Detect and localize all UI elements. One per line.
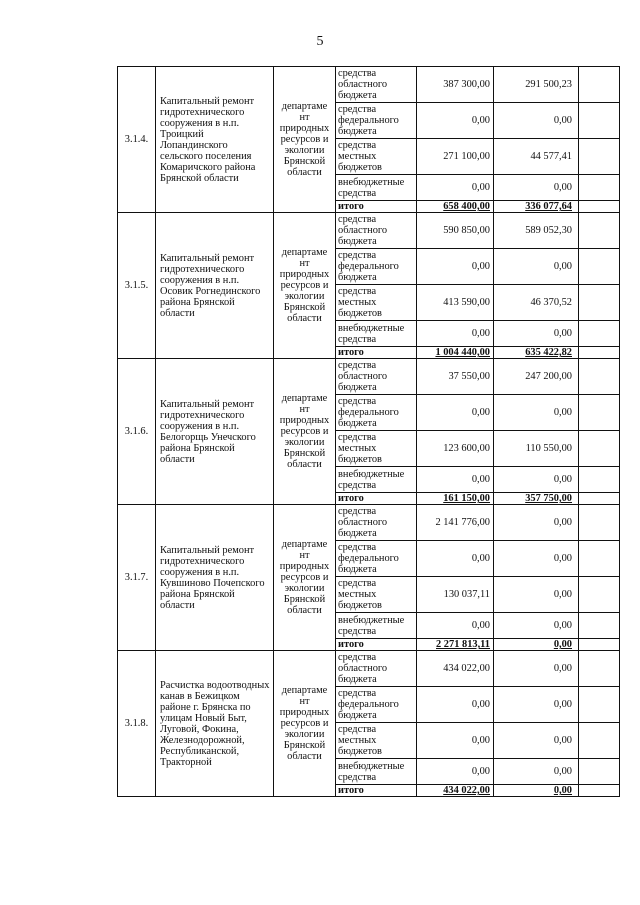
actual-amount: 44 577,41 [494,139,579,175]
actual-amount: 635 422,82 [494,347,579,359]
actual-amount: 336 077,64 [494,201,579,213]
responsible-department: департаме нт природных ресурсов и экологии Брянской области [274,213,336,359]
table-row [118,359,620,395]
empty-cell [579,431,620,467]
actual-amount: 0,00 [494,321,579,347]
planned-amount: 0,00 [417,395,494,431]
empty-cell [579,359,620,395]
empty-cell [579,285,620,321]
funding-source: внебюджетные средства [336,759,417,785]
item-number: 3.1.5. [118,213,156,359]
empty-cell [579,639,620,651]
planned-amount: 434 022,00 [417,785,494,797]
actual-amount: 0,00 [494,395,579,431]
planned-amount: 413 590,00 [417,285,494,321]
funding-source: средства областного бюджета [336,213,417,249]
empty-cell [579,139,620,175]
actual-amount: 0,00 [494,785,579,797]
funding-source: средства областного бюджета [336,651,417,687]
funding-source: средства местных бюджетов [336,285,417,321]
planned-amount: 658 400,00 [417,201,494,213]
planned-amount: 161 150,00 [417,493,494,505]
funding-source: средства федерального бюджета [336,249,417,285]
actual-amount: 589 052,30 [494,213,579,249]
planned-amount: 0,00 [417,541,494,577]
actual-amount: 0,00 [494,651,579,687]
actual-amount: 0,00 [494,541,579,577]
actual-amount: 46 370,52 [494,285,579,321]
item-number: 3.1.4. [118,67,156,213]
empty-cell [579,467,620,493]
actual-amount: 0,00 [494,759,579,785]
table-row [118,651,620,687]
funding-source: средства областного бюджета [336,67,417,103]
responsible-department: департаме нт природных ресурсов и экологии Брянской области [274,359,336,505]
funding-source: внебюджетные средства [336,321,417,347]
funding-source: средства областного бюджета [336,359,417,395]
budget-table [117,66,620,797]
item-name: Капитальный ремонт гидротехнического сооружения в н.п. Троицкий Лопандинского сельского поселения Комаричского района Брянской области [156,67,274,213]
planned-amount: 434 022,00 [417,651,494,687]
funding-source: внебюджетные средства [336,467,417,493]
empty-cell [579,687,620,723]
actual-amount: 0,00 [494,639,579,651]
planned-amount: 0,00 [417,249,494,285]
actual-amount: 110 550,00 [494,431,579,467]
item-number: 3.1.8. [118,651,156,797]
planned-amount: 2 271 813,11 [417,639,494,651]
responsible-department: департаме нт природных ресурсов и экологии Брянской области [274,67,336,213]
funding-source: средства областного бюджета [336,505,417,541]
actual-amount: 0,00 [494,723,579,759]
empty-cell [579,103,620,139]
item-number: 3.1.7. [118,505,156,651]
planned-amount: 130 037,11 [417,577,494,613]
actual-amount: 0,00 [494,249,579,285]
empty-cell [579,175,620,201]
empty-cell [579,723,620,759]
actual-amount: 0,00 [494,687,579,723]
actual-amount: 0,00 [494,467,579,493]
funding-source: средства местных бюджетов [336,577,417,613]
empty-cell [579,493,620,505]
responsible-department: департаме нт природных ресурсов и экологии Брянской области [274,651,336,797]
funding-source: средства федерального бюджета [336,395,417,431]
empty-cell [579,505,620,541]
planned-amount: 271 100,00 [417,139,494,175]
funding-source: средства федерального бюджета [336,541,417,577]
funding-source: итого [336,639,417,651]
planned-amount: 0,00 [417,321,494,347]
empty-cell [579,321,620,347]
empty-cell [579,395,620,431]
empty-cell [579,541,620,577]
empty-cell [579,201,620,213]
funding-source: итого [336,347,417,359]
funding-source: средства местных бюджетов [336,431,417,467]
empty-cell [579,213,620,249]
actual-amount: 0,00 [494,613,579,639]
funding-source: средства местных бюджетов [336,723,417,759]
empty-cell [579,651,620,687]
funding-source: итого [336,201,417,213]
item-name: Капитальный ремонт гидротехнического сооружения в н.п. Осовик Рогнединского района Брянской области [156,213,274,359]
funding-source: средства местных бюджетов [336,139,417,175]
item-name: Расчистка водоотводных канав в Бежицком районе г. Брянска по улицам Новый Быт, Луговой, Фокина, Железнодорожной, Республиканской, Тракторной [156,651,274,797]
actual-amount: 247 200,00 [494,359,579,395]
responsible-department: департаме нт природных ресурсов и экологии Брянской области [274,505,336,651]
empty-cell [579,759,620,785]
actual-amount: 291 500,23 [494,67,579,103]
empty-cell [579,249,620,285]
item-name: Капитальный ремонт гидротехнического сооружения в н.п. Кувшиново Почепского района Брянской области [156,505,274,651]
empty-cell [579,67,620,103]
table-row [118,213,620,249]
funding-source: средства федерального бюджета [336,687,417,723]
funding-source: внебюджетные средства [336,175,417,201]
table-row [118,505,620,541]
planned-amount: 0,00 [417,103,494,139]
page-number: 5 [316,34,324,49]
planned-amount: 0,00 [417,723,494,759]
planned-amount: 1 004 440,00 [417,347,494,359]
item-name: Капитальный ремонт гидротехнического сооружения в н.п. Белогорщь Унечского района Брянской области [156,359,274,505]
planned-amount: 37 550,00 [417,359,494,395]
empty-cell [579,613,620,639]
empty-cell [579,347,620,359]
planned-amount: 0,00 [417,175,494,201]
empty-cell [579,577,620,613]
planned-amount: 0,00 [417,613,494,639]
planned-amount: 387 300,00 [417,67,494,103]
funding-source: внебюджетные средства [336,613,417,639]
actual-amount: 0,00 [494,175,579,201]
funding-source: итого [336,493,417,505]
funding-source: средства федерального бюджета [336,103,417,139]
planned-amount: 2 141 776,00 [417,505,494,541]
planned-amount: 123 600,00 [417,431,494,467]
planned-amount: 590 850,00 [417,213,494,249]
planned-amount: 0,00 [417,687,494,723]
empty-cell [579,785,620,797]
planned-amount: 0,00 [417,759,494,785]
funding-source: итого [336,785,417,797]
actual-amount: 357 750,00 [494,493,579,505]
actual-amount: 0,00 [494,577,579,613]
table-row [118,67,620,103]
actual-amount: 0,00 [494,103,579,139]
item-number: 3.1.6. [118,359,156,505]
planned-amount: 0,00 [417,467,494,493]
actual-amount: 0,00 [494,505,579,541]
